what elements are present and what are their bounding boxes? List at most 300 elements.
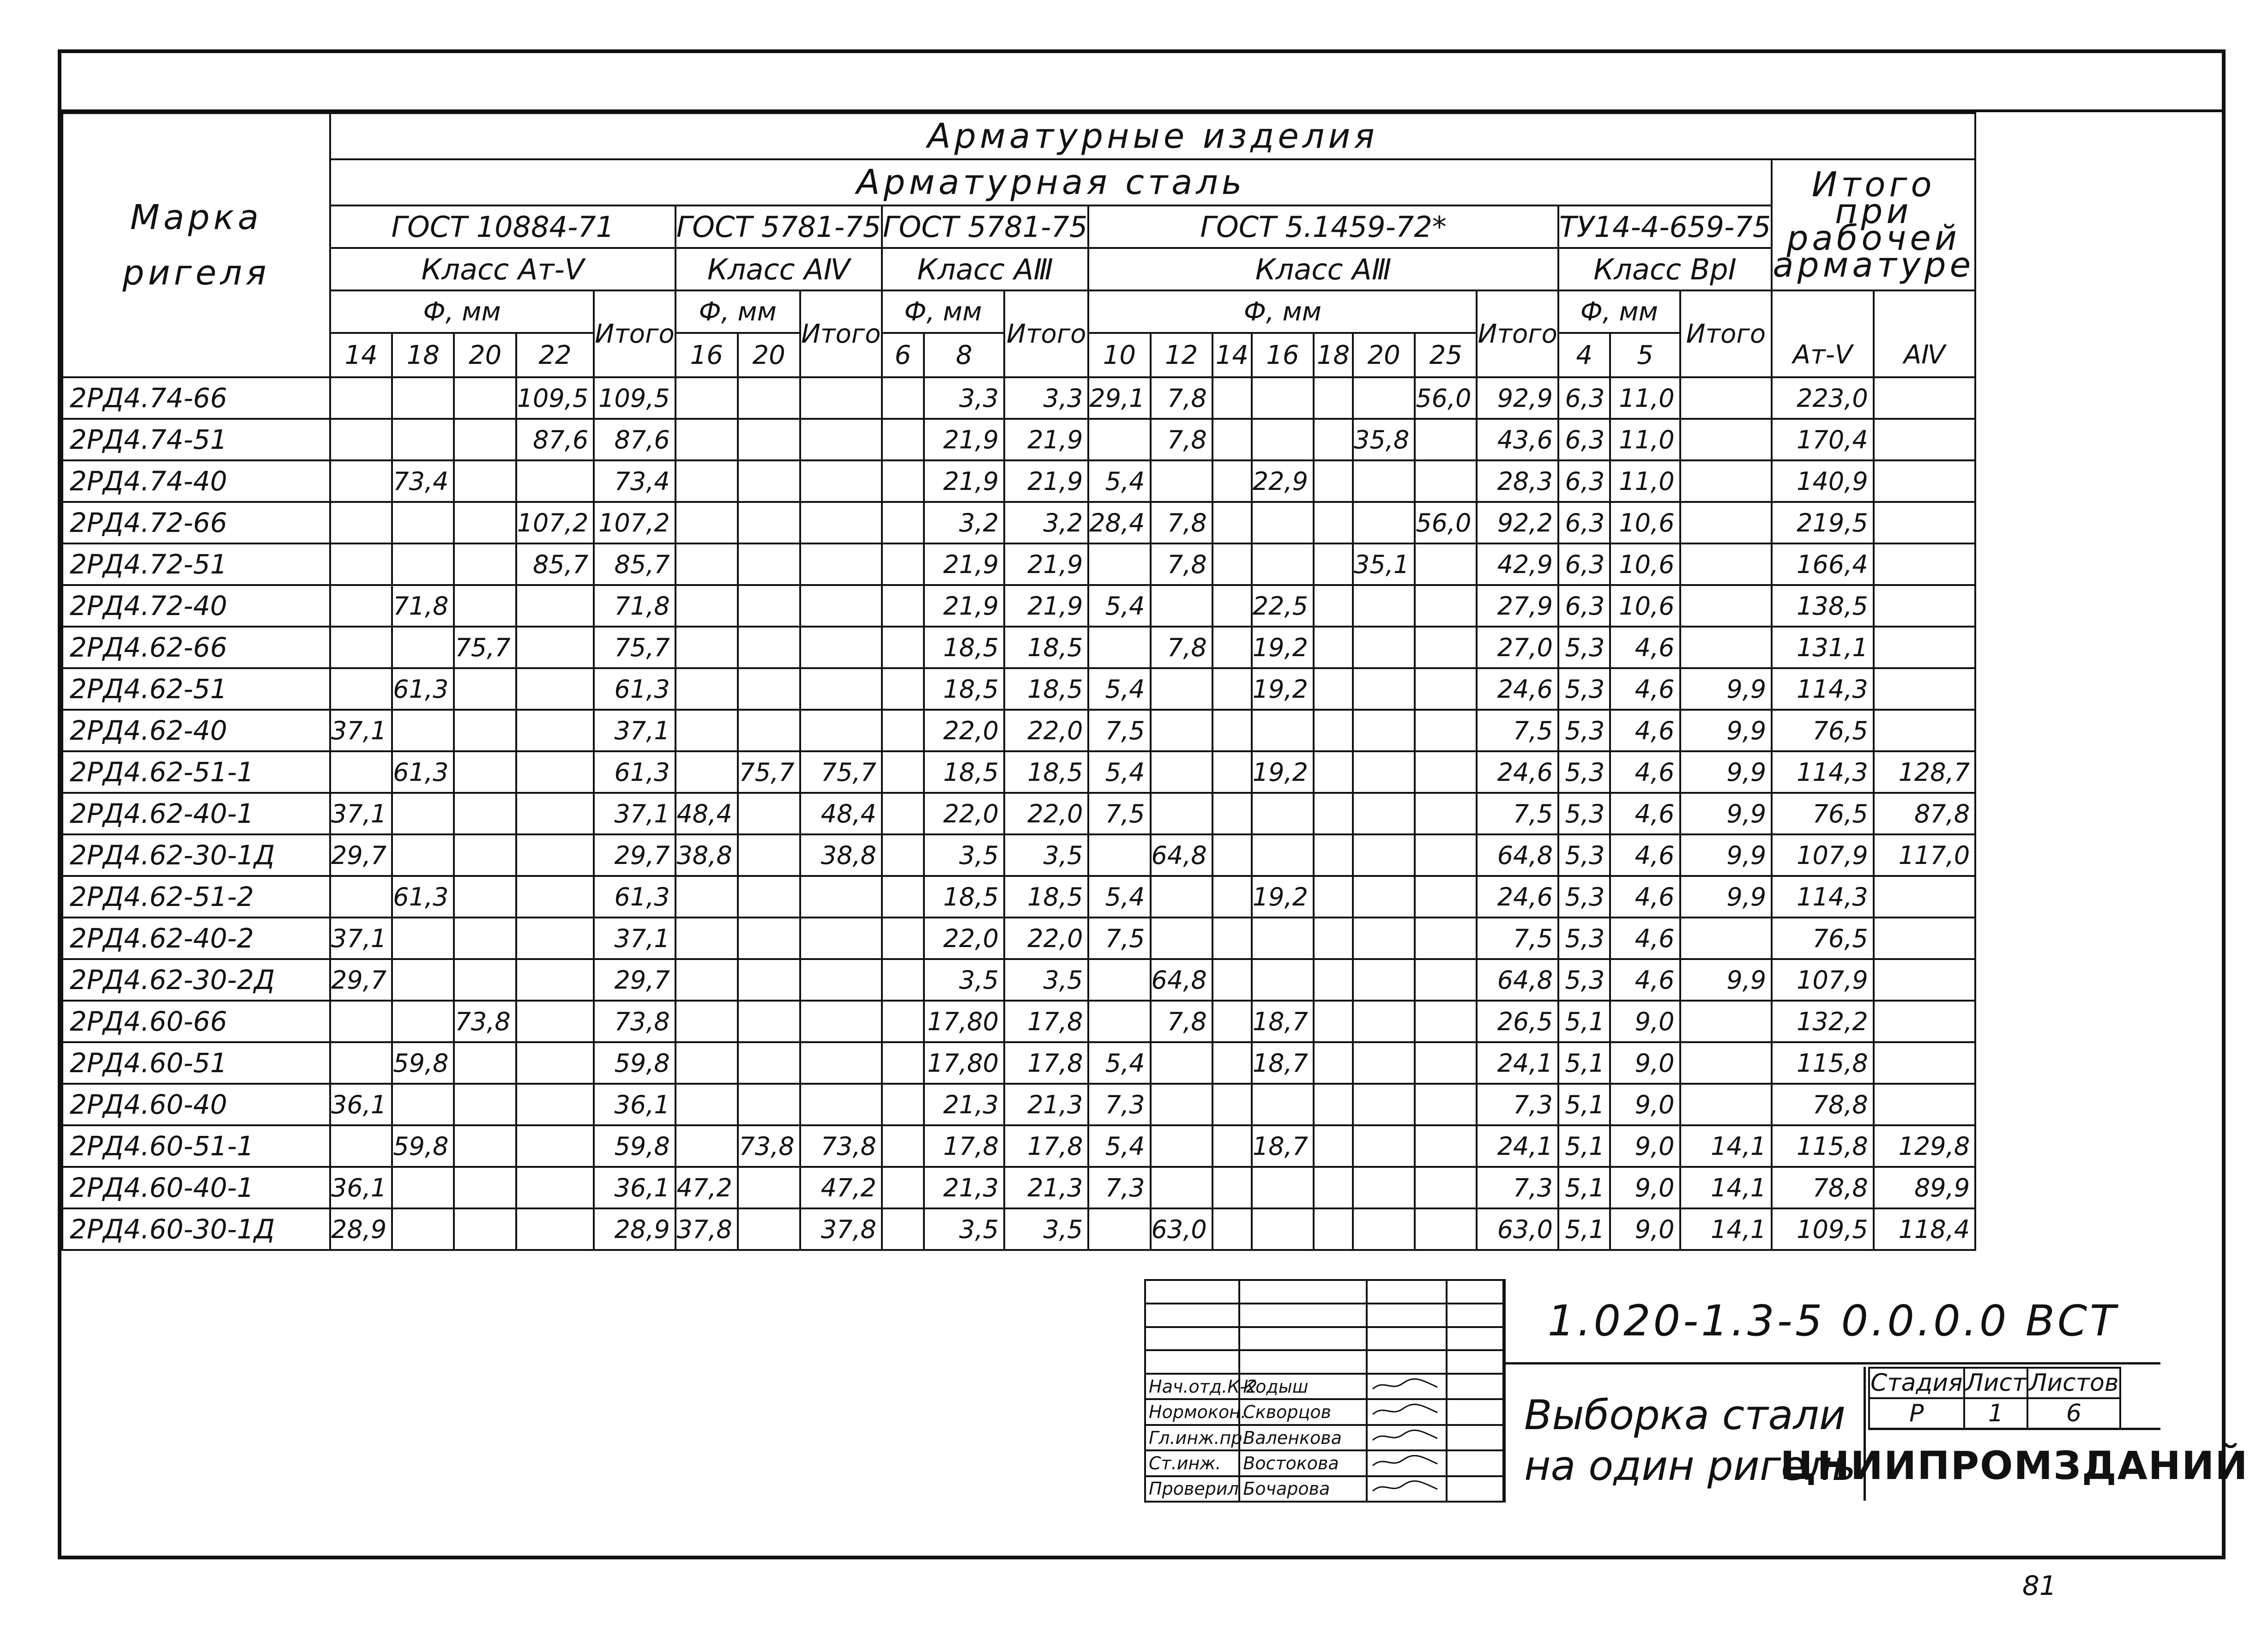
value-cell — [1874, 502, 1975, 543]
value-cell — [738, 502, 800, 543]
empty-cell — [1145, 1350, 1239, 1374]
value-cell: 73,4 — [594, 460, 675, 502]
value-cell — [1212, 793, 1252, 834]
empty-cell — [1367, 1304, 1447, 1327]
empty-cell — [1367, 1327, 1447, 1351]
value-cell — [1353, 918, 1415, 959]
value-cell — [454, 876, 516, 918]
value-cell: 61,3 — [594, 668, 675, 710]
value-cell — [1415, 751, 1477, 793]
value-cell: 59,8 — [392, 1042, 454, 1084]
value-cell — [1314, 751, 1353, 793]
value-cell — [454, 1084, 516, 1125]
value-cell: 75,7 — [800, 751, 882, 793]
value-cell: 19,2 — [1252, 668, 1314, 710]
value-cell: 5,3 — [1558, 710, 1610, 751]
value-cell: 109,5 — [516, 377, 594, 419]
value-cell: 115,8 — [1772, 1042, 1873, 1084]
value-cell: 18,5 — [1004, 751, 1088, 793]
value-cell: 138,5 — [1772, 585, 1873, 627]
value-cell: 36,1 — [594, 1084, 675, 1125]
value-cell — [1680, 419, 1772, 460]
value-cell — [1212, 627, 1252, 668]
value-cell: 5,4 — [1088, 876, 1150, 918]
table-row — [62, 959, 1975, 1001]
value-cell — [882, 1125, 924, 1167]
dia1: Ф, мм — [330, 290, 594, 333]
value-cell: 117,0 — [1874, 834, 1975, 876]
value-cell — [516, 668, 594, 710]
value-cell — [392, 1208, 454, 1250]
value-cell — [392, 1084, 454, 1125]
value-cell — [392, 1167, 454, 1208]
value-cell: 21,9 — [1004, 585, 1088, 627]
signature-scribble — [1370, 1428, 1440, 1444]
value-cell — [800, 419, 882, 460]
value-cell: 28,9 — [330, 1208, 392, 1250]
value-cell — [1212, 419, 1252, 460]
value-cell: 64,8 — [1151, 834, 1212, 876]
value-cell: 37,1 — [330, 918, 392, 959]
signature-row — [1145, 1399, 1503, 1425]
value-cell — [738, 419, 800, 460]
value-cell: 5,4 — [1088, 585, 1150, 627]
value-cell — [1874, 627, 1975, 668]
sheets-value: 6 — [2027, 1398, 2120, 1429]
value-cell — [392, 710, 454, 751]
value-cell — [800, 502, 882, 543]
value-cell — [1252, 1208, 1314, 1250]
value-cell — [1874, 959, 1975, 1001]
value-cell: 18,5 — [1004, 627, 1088, 668]
value-cell — [330, 502, 392, 543]
value-cell — [1874, 668, 1975, 710]
value-cell — [516, 1167, 594, 1208]
value-cell — [738, 1001, 800, 1042]
document-code: 1.020-1.3-5 0.0.0.0 ВСТ — [1506, 1279, 2160, 1364]
value-cell — [1415, 834, 1477, 876]
stage-table — [1868, 1367, 2121, 1430]
value-cell: 5,3 — [1558, 793, 1610, 834]
value-cell: 21,9 — [924, 460, 1004, 502]
value-cell: 5,3 — [1558, 918, 1610, 959]
value-cell: 9,9 — [1680, 959, 1772, 1001]
value-cell: 92,2 — [1477, 502, 1558, 543]
value-cell — [454, 793, 516, 834]
itogo3: Итого — [1004, 290, 1088, 377]
value-cell: 22,0 — [924, 710, 1004, 751]
table-row — [62, 710, 1975, 751]
value-cell — [1252, 959, 1314, 1001]
value-cell: 7,5 — [1088, 710, 1150, 751]
value-cell — [392, 834, 454, 876]
value-cell — [1415, 419, 1477, 460]
value-cell — [1212, 751, 1252, 793]
value-cell — [1314, 1001, 1353, 1042]
value-cell — [1415, 1001, 1477, 1042]
value-cell: 29,1 — [1088, 377, 1150, 419]
value-cell — [676, 627, 738, 668]
value-cell: 29,7 — [330, 834, 392, 876]
value-cell: 43,6 — [1477, 419, 1558, 460]
value-cell — [676, 668, 738, 710]
value-cell — [1314, 627, 1353, 668]
value-cell — [1353, 710, 1415, 751]
value-cell — [676, 918, 738, 959]
value-cell — [882, 793, 924, 834]
total-at5: Ат-Ⅴ — [1772, 333, 1873, 377]
value-cell — [738, 1042, 800, 1084]
marka-cell: 2РД4.62-51-1 — [62, 751, 330, 793]
value-cell: 17,80 — [924, 1001, 1004, 1042]
table-row — [62, 1001, 1975, 1042]
value-cell: 11,0 — [1610, 419, 1680, 460]
value-cell: 6,3 — [1558, 377, 1610, 419]
table-row — [62, 793, 1975, 834]
value-cell — [454, 668, 516, 710]
value-cell: 38,8 — [676, 834, 738, 876]
empty-cell — [1447, 1350, 1503, 1374]
page-number: 81 — [2022, 1570, 2057, 1601]
value-cell: 4,6 — [1610, 834, 1680, 876]
value-cell: 18,5 — [924, 876, 1004, 918]
value-cell: 92,9 — [1477, 377, 1558, 419]
value-cell — [1680, 502, 1772, 543]
value-cell — [1314, 876, 1353, 918]
value-cell — [800, 585, 882, 627]
value-cell: 118,4 — [1874, 1208, 1975, 1250]
value-cell: 7,8 — [1151, 377, 1212, 419]
itogo1: Итого — [594, 290, 675, 377]
gost3: ГОСТ 5781-75 — [882, 205, 1088, 248]
dia-col: 20 — [454, 333, 516, 377]
value-cell — [1680, 543, 1772, 585]
value-cell — [676, 1042, 738, 1084]
value-cell — [330, 377, 392, 419]
value-cell — [1415, 918, 1477, 959]
value-cell — [454, 751, 516, 793]
value-cell — [1415, 585, 1477, 627]
value-cell: 7,8 — [1151, 543, 1212, 585]
role-cell: Нормокон. — [1145, 1399, 1239, 1425]
value-cell: 109,5 — [1772, 1208, 1873, 1250]
value-cell: 107,2 — [594, 502, 675, 543]
value-cell — [1314, 668, 1353, 710]
value-cell — [1680, 377, 1772, 419]
value-cell — [1353, 751, 1415, 793]
dia-col: 5 — [1610, 333, 1680, 377]
value-cell: 21,3 — [1004, 1084, 1088, 1125]
role-cell: Ст.инж. — [1145, 1450, 1239, 1476]
value-cell — [800, 460, 882, 502]
value-cell — [676, 1125, 738, 1167]
gost1: ГОСТ 10884-71 — [330, 205, 676, 248]
value-cell: 64,8 — [1477, 959, 1558, 1001]
value-cell — [1088, 1208, 1150, 1250]
value-cell: 24,6 — [1477, 668, 1558, 710]
value-cell — [676, 959, 738, 1001]
value-cell — [330, 668, 392, 710]
value-cell: 9,9 — [1680, 751, 1772, 793]
signature-cell — [1367, 1425, 1447, 1450]
title-line-1: Выборка стали — [1524, 1391, 1846, 1439]
value-cell: 21,9 — [924, 419, 1004, 460]
value-cell: 27,9 — [1477, 585, 1558, 627]
value-cell — [392, 959, 454, 1001]
value-cell — [1314, 377, 1353, 419]
value-cell: 21,3 — [924, 1084, 1004, 1125]
value-cell — [738, 959, 800, 1001]
value-cell — [454, 710, 516, 751]
table-row — [62, 543, 1975, 585]
value-cell — [882, 377, 924, 419]
value-cell: 64,8 — [1477, 834, 1558, 876]
value-cell: 47,2 — [800, 1167, 882, 1208]
empty-cell — [1447, 1476, 1503, 1502]
value-cell — [330, 1042, 392, 1084]
dia-col: 12 — [1151, 333, 1212, 377]
value-cell — [1314, 419, 1353, 460]
value-cell: 61,3 — [392, 751, 454, 793]
value-cell: 71,8 — [392, 585, 454, 627]
value-cell: 11,0 — [1610, 377, 1680, 419]
organization: ЦНИИПРОМЗДАНИЙ — [1868, 1428, 2160, 1501]
value-cell: 107,9 — [1772, 834, 1873, 876]
value-cell — [1314, 585, 1353, 627]
value-cell — [1151, 751, 1212, 793]
value-cell — [454, 585, 516, 627]
marka-cell: 2РД4.74-51 — [62, 419, 330, 460]
marka-cell: 2РД4.60-30-1Д — [62, 1208, 330, 1250]
value-cell — [392, 543, 454, 585]
value-cell — [392, 627, 454, 668]
value-cell — [1212, 918, 1252, 959]
dia5: Ф, мм — [1558, 290, 1680, 333]
value-cell — [1874, 585, 1975, 627]
value-cell: 223,0 — [1772, 377, 1873, 419]
value-cell: 19,2 — [1252, 751, 1314, 793]
value-cell — [1212, 1208, 1252, 1250]
value-cell — [454, 502, 516, 543]
value-cell: 14,1 — [1680, 1208, 1772, 1250]
value-cell: 75,7 — [738, 751, 800, 793]
value-cell: 56,0 — [1415, 502, 1477, 543]
value-cell — [1252, 502, 1314, 543]
value-cell: 5,3 — [1558, 959, 1610, 1001]
value-cell: 17,8 — [1004, 1042, 1088, 1084]
value-cell: 9,9 — [1680, 834, 1772, 876]
value-cell — [1353, 1084, 1415, 1125]
value-cell: 166,4 — [1772, 543, 1873, 585]
value-cell: 36,1 — [330, 1084, 392, 1125]
value-cell: 76,5 — [1772, 793, 1873, 834]
table-row — [62, 751, 1975, 793]
value-cell — [1212, 1001, 1252, 1042]
value-cell — [454, 1167, 516, 1208]
value-cell — [676, 1001, 738, 1042]
value-cell: 7,8 — [1151, 502, 1212, 543]
value-cell: 61,3 — [392, 876, 454, 918]
value-cell — [1314, 1042, 1353, 1084]
value-cell — [1252, 377, 1314, 419]
value-cell — [1415, 460, 1477, 502]
value-cell — [738, 876, 800, 918]
value-cell — [1252, 793, 1314, 834]
value-cell: 114,3 — [1772, 751, 1873, 793]
value-cell: 35,1 — [1353, 543, 1415, 585]
marka-cell: 2РД4.62-66 — [62, 627, 330, 668]
value-cell: 59,8 — [392, 1125, 454, 1167]
value-cell — [392, 502, 454, 543]
value-cell — [1212, 1042, 1252, 1084]
value-cell: 6,3 — [1558, 585, 1610, 627]
value-cell — [330, 751, 392, 793]
value-cell: 73,8 — [594, 1001, 675, 1042]
value-cell: 89,9 — [1874, 1167, 1975, 1208]
value-cell — [882, 959, 924, 1001]
value-cell — [1415, 1042, 1477, 1084]
table-row — [62, 460, 1975, 502]
value-cell: 21,9 — [1004, 460, 1088, 502]
value-cell — [516, 710, 594, 751]
signature-row — [1145, 1425, 1503, 1450]
value-cell: 6,3 — [1558, 460, 1610, 502]
value-cell — [392, 918, 454, 959]
table-row — [62, 668, 1975, 710]
dia-col: 20 — [1353, 333, 1415, 377]
value-cell — [1874, 876, 1975, 918]
value-cell: 78,8 — [1772, 1084, 1873, 1125]
value-cell: 4,6 — [1610, 793, 1680, 834]
value-cell: 71,8 — [594, 585, 675, 627]
marka-cell: 2РД4.62-51 — [62, 668, 330, 710]
empty-cell — [1145, 1280, 1239, 1304]
value-cell: 19,2 — [1252, 876, 1314, 918]
empty-cell — [1145, 1327, 1239, 1351]
dia-col: 14 — [1212, 333, 1252, 377]
value-cell — [330, 585, 392, 627]
signature-cell — [1367, 1450, 1447, 1476]
value-cell: 37,8 — [800, 1208, 882, 1250]
value-cell: 3,5 — [924, 959, 1004, 1001]
value-cell — [882, 1084, 924, 1125]
top-band — [61, 53, 2222, 112]
signature-scribble — [1370, 1479, 1440, 1495]
value-cell: 219,5 — [1772, 502, 1873, 543]
value-cell — [676, 543, 738, 585]
value-cell: 9,0 — [1610, 1208, 1680, 1250]
value-cell — [1353, 627, 1415, 668]
value-cell — [676, 751, 738, 793]
value-cell: 7,5 — [1088, 793, 1150, 834]
value-cell: 29,7 — [594, 834, 675, 876]
value-cell: 114,3 — [1772, 668, 1873, 710]
value-cell — [1212, 1167, 1252, 1208]
empty-cell — [1447, 1425, 1503, 1450]
value-cell — [1874, 543, 1975, 585]
table-row — [62, 585, 1975, 627]
marka-cell: 2РД4.60-40 — [62, 1084, 330, 1125]
value-cell: 4,6 — [1610, 710, 1680, 751]
value-cell: 85,7 — [516, 543, 594, 585]
value-cell: 18,7 — [1252, 1125, 1314, 1167]
steel-spec-table — [61, 112, 1976, 1251]
value-cell — [800, 627, 882, 668]
value-cell — [1680, 460, 1772, 502]
value-cell: 5,1 — [1558, 1084, 1610, 1125]
dia-col: 18 — [392, 333, 454, 377]
value-cell — [330, 876, 392, 918]
value-cell: 107,9 — [1772, 959, 1873, 1001]
value-cell — [1151, 1042, 1212, 1084]
gost4: ГОСТ 5.1459-72* — [1088, 205, 1558, 248]
value-cell: 14,1 — [1680, 1167, 1772, 1208]
value-cell: 21,9 — [924, 585, 1004, 627]
value-cell — [1212, 710, 1252, 751]
marka-cell: 2РД4.74-40 — [62, 460, 330, 502]
value-cell: 17,8 — [924, 1125, 1004, 1167]
empty-cell — [1447, 1304, 1503, 1327]
value-cell: 22,0 — [1004, 710, 1088, 751]
value-cell — [1252, 834, 1314, 876]
value-cell: 19,2 — [1252, 627, 1314, 668]
value-cell: 4,6 — [1610, 751, 1680, 793]
value-cell — [1415, 1084, 1477, 1125]
table-row — [62, 1167, 1975, 1208]
value-cell: 6,3 — [1558, 543, 1610, 585]
value-cell: 115,8 — [1772, 1125, 1873, 1167]
empty-cell — [1447, 1280, 1503, 1304]
name-cell: Бочарова — [1239, 1476, 1367, 1502]
value-cell — [676, 502, 738, 543]
class4: Класс АⅢ — [1088, 248, 1558, 290]
value-cell — [1314, 1208, 1353, 1250]
value-cell — [516, 959, 594, 1001]
marka-cell: 2РД4.72-51 — [62, 543, 330, 585]
value-cell — [738, 460, 800, 502]
value-cell — [1252, 1084, 1314, 1125]
value-cell: 9,9 — [1680, 668, 1772, 710]
value-cell — [1680, 1042, 1772, 1084]
signatures-table — [1144, 1279, 1504, 1503]
value-cell: 4,6 — [1610, 627, 1680, 668]
value-cell — [1212, 543, 1252, 585]
table-row — [62, 627, 1975, 668]
value-cell: 26,5 — [1477, 1001, 1558, 1042]
value-cell: 42,9 — [1477, 543, 1558, 585]
value-cell — [1353, 502, 1415, 543]
value-cell — [392, 419, 454, 460]
value-cell — [1151, 1084, 1212, 1125]
value-cell: 4,6 — [1610, 668, 1680, 710]
value-cell — [676, 460, 738, 502]
value-cell: 128,7 — [1874, 751, 1975, 793]
value-cell: 37,1 — [330, 710, 392, 751]
value-cell: 7,3 — [1088, 1167, 1150, 1208]
value-cell — [1151, 793, 1212, 834]
value-cell: 5,4 — [1088, 668, 1150, 710]
value-cell — [516, 1125, 594, 1167]
value-cell: 5,1 — [1558, 1125, 1610, 1167]
value-cell: 87,8 — [1874, 793, 1975, 834]
empty-cell — [1239, 1280, 1367, 1304]
value-cell — [1088, 543, 1150, 585]
value-cell — [392, 377, 454, 419]
value-cell — [882, 419, 924, 460]
value-cell — [800, 543, 882, 585]
value-cell — [1680, 585, 1772, 627]
table-row — [62, 1084, 1975, 1125]
